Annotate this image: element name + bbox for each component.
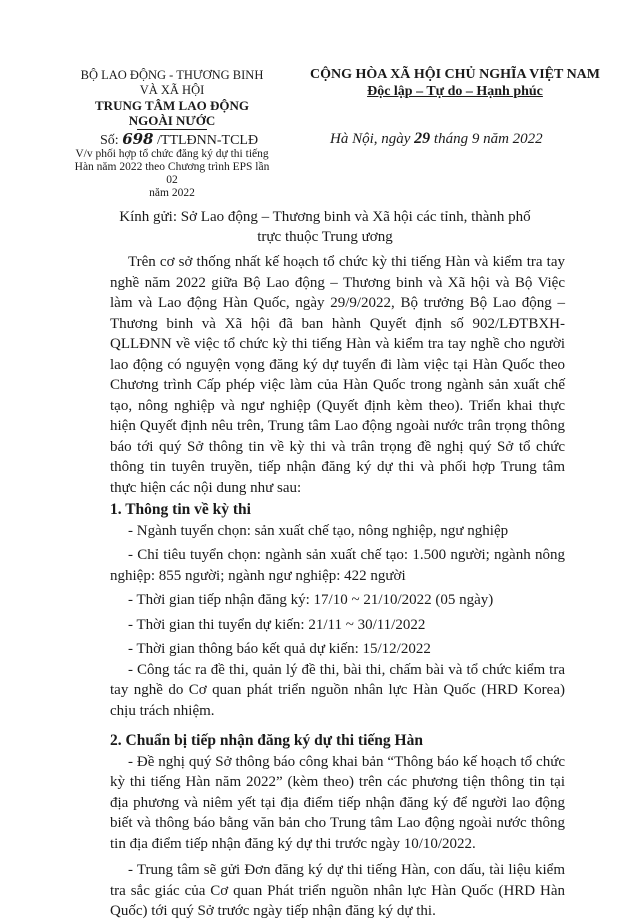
date-day-handwritten: 29 (414, 130, 431, 147)
section-2-item-announcement: - Đề nghị quý Sở thông báo công khai bản “Thông báo kế hoạch tổ chức kỳ thi tiếng Hàn năm 2022” (kèm theo) trên các phương tiện thông tin tại địa phương và niêm yết tại địa điểm tiếp nhận đăng ký để người lao động biết và thông báo bằng văn bản cho Trung tâm Lao động ngoài nước thông tin địa điểm tiếp nhận đăng ký dự thi trước ngày 10/10/2022. (110, 753, 565, 852)
center-line-1: TRUNG TÂM LAO ĐỘNG (95, 98, 249, 113)
date-prefix: Hà Nội, ngày (330, 131, 415, 147)
date-line (330, 130, 543, 148)
center-line-2: NGOÀI NƯỚC (128, 113, 216, 128)
section-2-item-materials: - Trung tâm sẽ gửi Đơn đăng ký dự thi tiếng Hàn, con dấu, tài liệu kiểm tra sắc giác của Cơ quan Phát triển nguồn nhân lực Hàn Quốc (HRD Hàn Quốc) tới quý Sở trước ngày tiếp nhận đăng ký dự thi. (110, 862, 565, 919)
subject-line-2: Hàn năm 2022 theo Chương trình EPS lần 02 (74, 161, 270, 186)
section-1-item-registration: - Thời gian tiếp nhận đăng ký: 17/10 ~ 21/10/2022 (05 ngày) (128, 592, 494, 608)
ref-prefix: Số: (100, 133, 123, 148)
section-1-title: 1. Thông tin về kỳ thi (110, 501, 251, 518)
ministry-line-2: VÀ XÃ HỘI (139, 83, 205, 97)
issuer-block (72, 68, 272, 130)
ministry-name (72, 68, 272, 98)
addressee-line-1: Kính gửi: Sở Lao động – Thương binh và Xã hội các tỉnh, thành phố (119, 209, 531, 225)
intro-paragraph: Trên cơ sở thống nhất kế hoạch tổ chức kỳ thi tiếng Hàn và kiểm tra tay nghề năm 2022 giữa Bộ Lao động – Thương binh và Xã hội và Bộ Việc làm và Lao động Hàn Quốc, ngày 29/9/2022, Bộ trưởng Bộ Lao động – Thương binh và Xã hội đã ban hành Quyết định số 902/LĐTBXH-QLLĐNN về việc tổ chức kỳ thi tiếng Hàn và kiểm tra tay nghề cho người lao động có nguyện vọng đăng ký dự tuyển đi làm việc tại Hàn Quốc theo Chương trình Cấp phép việc làm của Hàn Quốc trong ngành sản xuất chế tạo, nông nghiệp và ngư nghiệp (Quyết định kèm theo). Triển khai thực hiện Quyết định nêu trên, Trung tâm Lao động ngoài nước trân trọng thông báo tới quý Sở thông tin về kỳ thi và trân trọng đề nghị quý Sở tổ chức thông tin tuyên truyền, tiếp nhận đăng ký dự thi và phối hợp Trung tâm thực hiện các nội dung như sau: (110, 254, 565, 496)
section-1-item-quota: - Chỉ tiêu tuyển chọn: ngành sản xuất chế tạo: 1.500 người; ngành nông nghiệp: 855 người; ngành ngư nghiệp: 422 người (110, 547, 565, 584)
section-1-item-exam-time: - Thời gian thi tuyển dự kiến: 21/11 ~ 30/11/2022 (128, 616, 426, 633)
section-1-item-results: - Thời gian thông báo kết quả dự kiến: 15/12/2022 (128, 641, 431, 657)
national-header (290, 66, 620, 100)
section-2-title: 2. Chuẩn bị tiếp nhận đăng ký dự thi tiếng Hàn (110, 732, 423, 749)
section-1-item-organization: - Công tác ra đề thi, quản lý đề thi, bài thi, chấm bài và tổ chức kiểm tra tay nghề do Cơ quan phát triển nguồn nhân lực Hàn Quốc (HRD Korea) chịu trách nhiệm. (110, 661, 565, 719)
letter-body (110, 252, 565, 922)
addressee (110, 207, 540, 247)
center-name (72, 98, 272, 128)
nation-title: CỘNG HÒA XÃ HỘI CHỦ NGHĨA VIỆT NAM (309, 67, 600, 82)
addressee-line-2: trực thuộc Trung ương (257, 229, 393, 245)
national-motto: Độc lập – Tự do – Hạnh phúc (367, 84, 543, 99)
ref-suffix: /TTLĐNN-TCLĐ (153, 133, 259, 148)
ref-number-handwritten: 698 (122, 130, 154, 148)
subject-line-1: V/v phối hợp tổ chức đăng ký dự thi tiếng (75, 148, 269, 160)
subject-line (72, 148, 272, 200)
ministry-line-1: BỘ LAO ĐỘNG - THƯƠNG BINH (80, 68, 264, 82)
subject-line-3: năm 2022 (149, 187, 195, 199)
section-1-item-sectors: - Ngành tuyển chọn: sản xuất chế tạo, nông nghiệp, ngư nghiệp (128, 522, 509, 539)
reference-number (100, 130, 258, 149)
date-suffix: tháng 9 năm 2022 (430, 131, 543, 147)
